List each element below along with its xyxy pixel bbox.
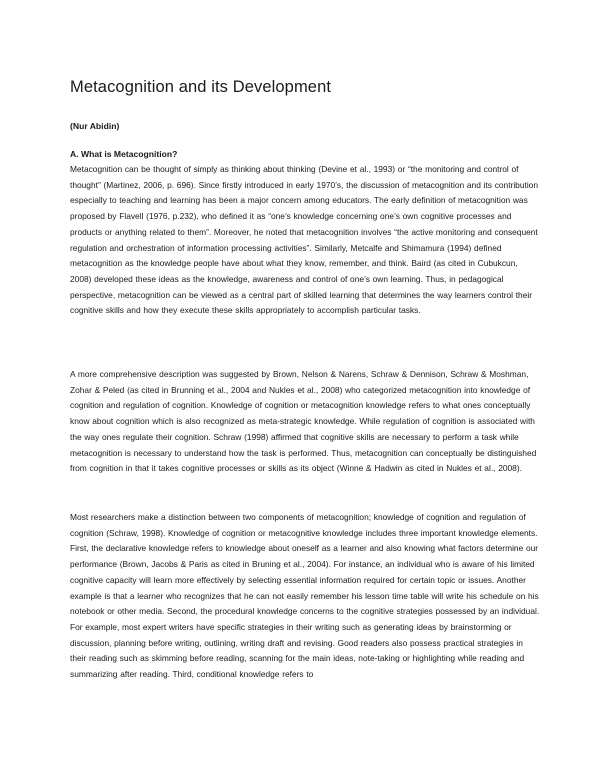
section-heading: A. What is Metacognition? (70, 149, 178, 159)
paragraph: A more comprehensive description was suggested by Brown, Nelson & Narens, Schraw & Dennison, Schraw & Moshman, Zohar & Peled (as cited in Brunning et al., 2004 and Nukles et al., 2008) who categorized metacognition into knowledge of cognition and regulation of cognition. Knowledge of cognition or metacognition knowledge refers to what ones conceptually know about cognition which is also recognized as meta-strategic knowledge. While regulation of cognition is associated with the way ones regulate their cognition. Schraw (1998) affirmed that cognitive skills are necessary to perform a task while metacognition is necessary to understand how the task is performed. Thus, metacognition can conceptually be distinguished from cognition in that it takes cognitive processes or skills as its object (Winne & Hadwin as cited in Nukles et al., 2008). (70, 369, 537, 474)
document-title: Metacognition and its Development (70, 78, 332, 96)
paragraph: Most researchers make a distinction between two components of metacognition; knowledge of cognition and regulation of cognition (Schraw, 1998). Knowledge of cognition or metacognitive knowledge includes three important knowledge elements. First, the declarative knowledge refers to knowledge about oneself as a learner and also knowing what factors determine our performance (Brown, Jacobs & Paris as cited in Bruning et al., 2004). For instance, an individual who is aware of his limited cognitive capacity will learn more effectively by selecting essential information required for certain topic or issues. Another example is that a learner who recognizes that he can not easily remember his lesson time table will write his schedule on his notebook or other media. Second, the procedural knowledge concerns to the cognitive strategies possessed by an individual. For example, most expert writers have specific strategies in their writing such as generating ideas by brainstorming or discussion, planning before writing, outlining, writing draft and revising. Good readers also possess practical strategies in their reading such as skimming before reading, scanning for the main ideas, note-taking or highlighting while reading and summarizing after reading. Third, conditional knowledge refers to (70, 512, 540, 680)
author-line: (Nur Abidin) (70, 121, 120, 131)
paragraph: Metacognition can be thought of simply as thinking about thinking (Devine et al., 1993) or “the monitoring and control of thought” (Martinez, 2006, p. 696). Since firstly introduced in early 1970’s, the discussion of metacognition and its contribution especially to teaching and learning has been a major concern among educators. The early definition of metacognition was proposed by Flavell (1976, p.232), who defined it as “one’s knowledge concerning one’s own cognitive processes and products or anything related to them”. Moreover, he noted that metacognition involves “the active monitoring and consequent regulation and orchestration of information processing activities”. Similarly, Metcalfe and Shimamura (1994) defined metacognition as the knowledge people have about what they know, remember, and think. Baird (as cited in Cubukcun, 2008) developed these ideas as the knowledge, awareness and control of one’s own learning. Thus, in pedagogical perspective, metacognition can be viewed as a central part of skilled learning that determines the way learners control their cognitive skills and how they execute these skills appropriately to accomplish particular tasks. (70, 164, 538, 316)
